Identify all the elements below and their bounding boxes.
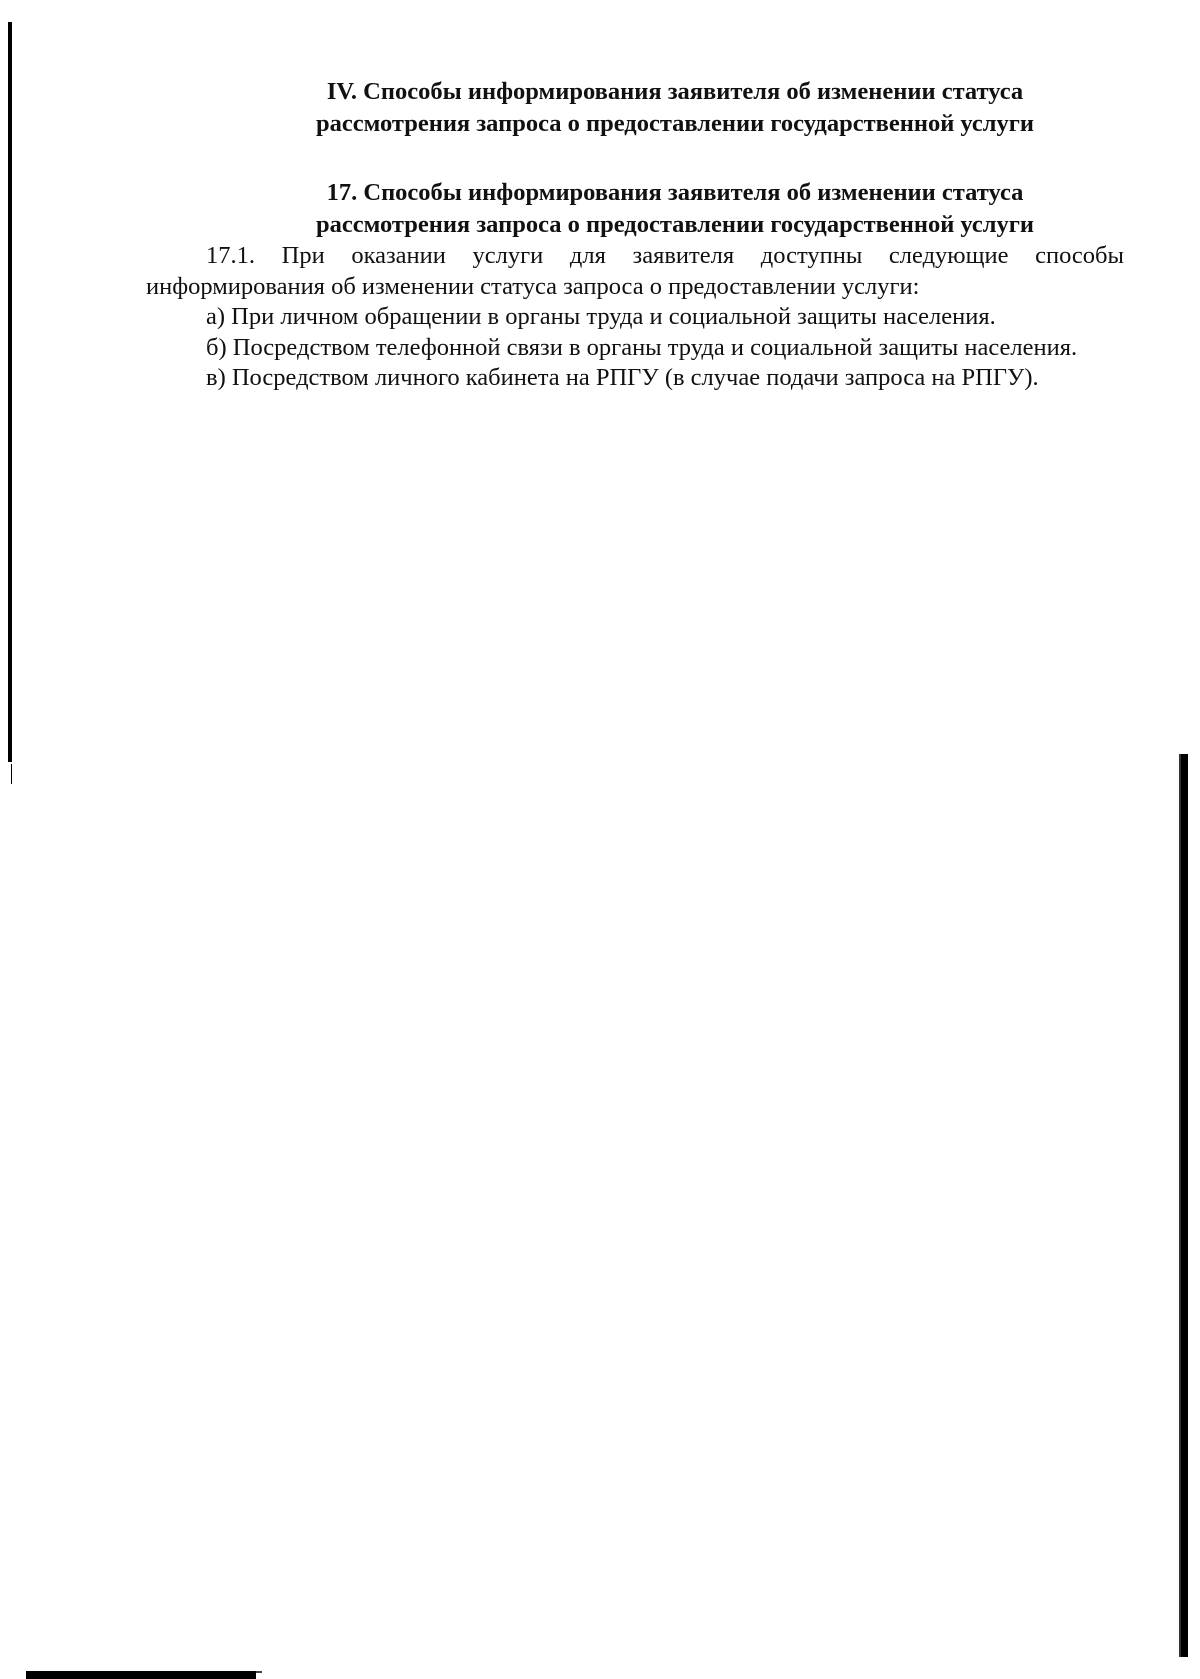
scan-edge-left-tick xyxy=(11,764,12,784)
section-heading xyxy=(146,76,1124,140)
scan-edge-bottom-thin xyxy=(256,1671,262,1673)
paragraph-17-1: 17.1. При оказании услуги для заявителя доступны следующие способы информирования об изменении статуса запроса о предоставлении услуги: xyxy=(146,242,1124,300)
paragraph-a: а) При личном обращении в органы труда и социальной защиты населения. xyxy=(206,303,996,330)
paragraph-v: в) Посредством личного кабинета на РПГУ (в случае подачи запроса на РПГУ). xyxy=(206,364,1039,391)
document-page xyxy=(146,76,1124,394)
subsection-heading-line-1: 17. Способы информирования заявителя об изменении статуса xyxy=(326,179,1024,206)
subsection-heading-line-2: рассмотрения запроса о предоставлении государственной услуги xyxy=(315,211,1035,238)
scan-edge-bottom xyxy=(26,1671,256,1679)
scan-edge-left xyxy=(8,22,12,762)
scan-edge-right xyxy=(1181,754,1188,1657)
section-heading-line-2: рассмотрения запроса о предоставлении государственной услуги xyxy=(315,110,1035,137)
section-heading-line-1: IV. Способы информирования заявителя об изменении статуса xyxy=(326,78,1024,105)
subsection-heading xyxy=(146,177,1124,241)
paragraph-b: б) Посредством телефонной связи в органы труда и социальной защиты населения. xyxy=(206,333,1078,361)
